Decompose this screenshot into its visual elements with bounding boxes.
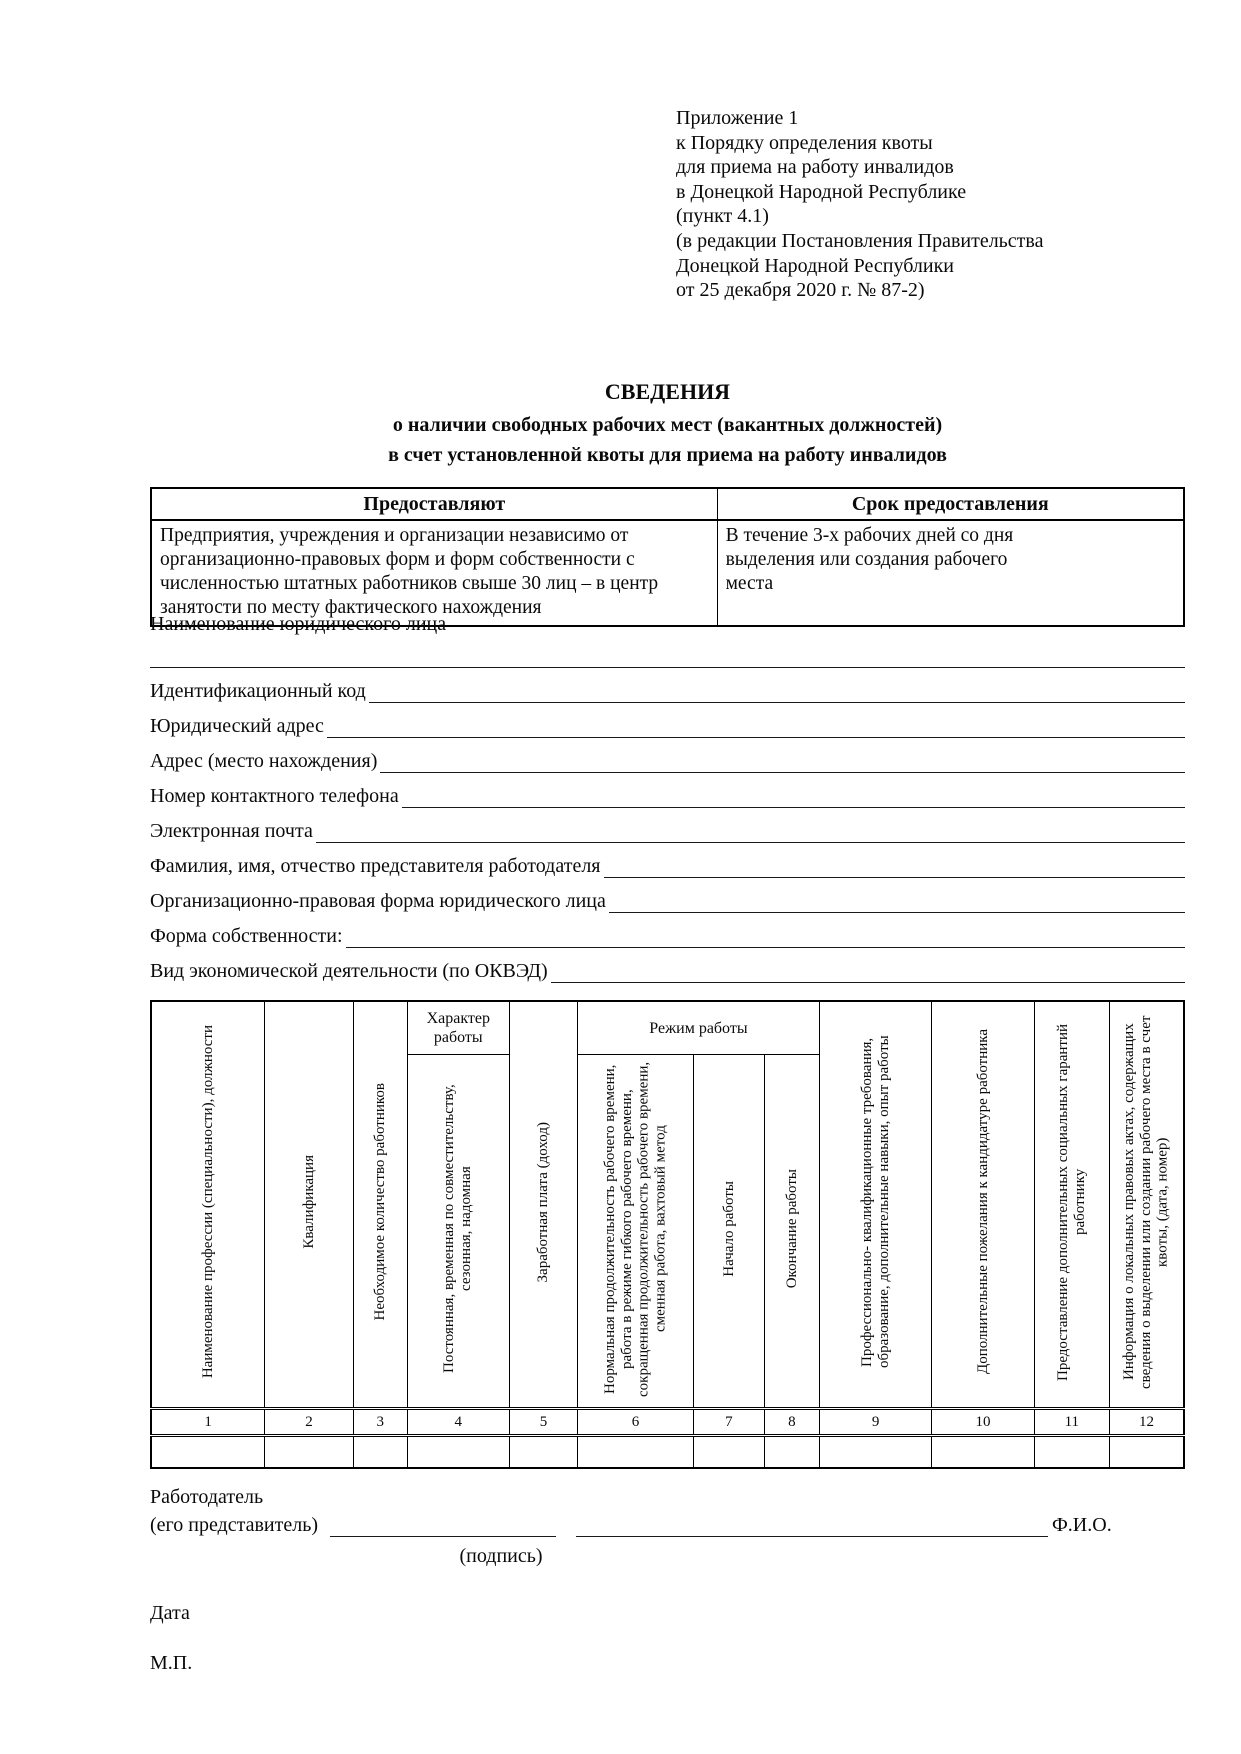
appendix-line: (пункт 4.1) xyxy=(676,205,769,228)
field-row-legal-address xyxy=(150,703,1185,738)
write-in-line xyxy=(604,842,1185,878)
write-in-line xyxy=(551,947,1185,983)
write-in-line xyxy=(327,702,1185,738)
form-fields xyxy=(150,613,1185,983)
provider-table-wrap xyxy=(150,487,1185,627)
column-number: 1 xyxy=(151,1409,265,1436)
write-in-line xyxy=(369,667,1185,703)
appendix-line: от 25 декабря 2020 г. № 87-2) xyxy=(676,279,925,302)
field-row-email xyxy=(150,808,1185,843)
field-label: Адрес (место нахождения) xyxy=(150,750,378,772)
representative-label: (его представитель) xyxy=(150,1514,318,1536)
column-number: 6 xyxy=(578,1409,694,1436)
empty-cell xyxy=(151,1436,265,1469)
appendix-line: (в редакции Постановления Правительства xyxy=(676,229,1044,252)
column-header-work-start: Начало работы xyxy=(693,1055,764,1409)
stamp-label: М.П. xyxy=(150,1652,193,1674)
empty-cell xyxy=(265,1436,354,1469)
field-row-id-code xyxy=(150,668,1185,703)
page-title: СВЕДЕНИЯ xyxy=(604,379,731,404)
document-title-block xyxy=(150,379,1185,470)
deadline-body-cell xyxy=(717,520,1184,626)
signature-line xyxy=(330,1510,556,1537)
vacancy-table xyxy=(150,1000,1185,1469)
field-label: Организационно-правовая форма юридического лица xyxy=(150,890,606,912)
field-label: Форма собственности: xyxy=(150,925,343,947)
field-label: Юридический адрес xyxy=(150,715,324,737)
column-number: 9 xyxy=(819,1409,932,1436)
column-number-row xyxy=(151,1409,1184,1436)
field-label: Номер контактного телефона xyxy=(150,785,399,807)
signature-row xyxy=(150,1511,1185,1537)
empty-cell xyxy=(1034,1436,1109,1469)
appendix-line: Приложение 1 xyxy=(676,107,799,129)
write-in-line xyxy=(380,737,1185,773)
field-label: Наименование юридического лица xyxy=(150,613,447,635)
column-number: 10 xyxy=(932,1409,1034,1436)
write-in-line xyxy=(609,877,1185,913)
group-header-work-character: Характер работы xyxy=(407,1001,509,1055)
field-label: Идентификационный код xyxy=(150,680,366,702)
field-row-legal-form xyxy=(150,878,1185,913)
field-row-ownership-form xyxy=(150,913,1185,948)
field-label: Вид экономической деятельности (по ОКВЭД) xyxy=(150,960,548,982)
page-subtitle: о наличии свободных рабочих мест (вакантных должностей) xyxy=(392,414,943,436)
deadline-header-cell: Срок предоставления xyxy=(717,488,1184,520)
empty-cell xyxy=(1110,1436,1184,1469)
fio-line xyxy=(576,1510,1048,1537)
appendix-line: для приема на работу инвалидов xyxy=(676,156,954,179)
appendix-line: Донецкой Народной Республики xyxy=(676,254,954,277)
column-header-qualification: Квалификация xyxy=(265,1001,354,1409)
empty-cell xyxy=(407,1436,509,1469)
field-row-location-address xyxy=(150,738,1185,773)
empty-data-row xyxy=(151,1436,1184,1469)
column-header-workers-count: Необходимое количество работников xyxy=(353,1001,407,1409)
vacancy-table-wrap xyxy=(150,1000,1185,1469)
page-subtitle: в счет установленной квоты для приема на работу инвалидов xyxy=(388,444,947,466)
column-number: 2 xyxy=(265,1409,354,1436)
column-number: 5 xyxy=(509,1409,577,1436)
empty-cell xyxy=(353,1436,407,1469)
group-header-work-regime: Режим работы xyxy=(578,1001,820,1055)
deadline-text: В течение 3-х рабочих дней со дня выделения или создания рабочего места xyxy=(725,525,1014,594)
field-label: Фамилия, имя, отчество представителя работодателя xyxy=(150,855,601,877)
column-header-social-guarantees: Предоставление дополнительных социальных гарантий работнику xyxy=(1034,1001,1109,1409)
column-number: 11 xyxy=(1034,1409,1109,1436)
provider-table xyxy=(150,487,1185,627)
field-row-legal-name xyxy=(150,613,1185,640)
signature-section xyxy=(150,1485,1185,1675)
fio-label: Ф.И.О. xyxy=(1052,1514,1112,1536)
employer-label: Работодатель xyxy=(150,1486,264,1508)
field-label: Электронная почта xyxy=(150,820,313,842)
field-row-phone xyxy=(150,773,1185,808)
field-row-representative-fio xyxy=(150,843,1185,878)
column-header-qualification-requirements: Профессионально- квалификационные требования, образование, дополнительные навыки, опыт работы xyxy=(819,1001,932,1409)
write-in-line xyxy=(150,639,1185,668)
column-number: 7 xyxy=(693,1409,764,1436)
provider-header-cell: Предоставляют xyxy=(151,488,717,520)
column-header-additional-wishes: Дополнительные пожелания к кандидатуре работника xyxy=(932,1001,1034,1409)
column-header-work-duration: Нормальная продолжительность рабочего времени, работа в режиме гибкого рабочего времени, сокращенная продолжительность рабочего времени, сменная работа, вахтовый метод xyxy=(578,1055,694,1409)
column-number: 4 xyxy=(407,1409,509,1436)
column-header-salary: Заработная плата (доход) xyxy=(509,1001,577,1409)
empty-cell xyxy=(578,1436,694,1469)
date-label: Дата xyxy=(150,1602,190,1624)
appendix-line: в Донецкой Народной Республике xyxy=(676,180,967,203)
write-in-line xyxy=(402,772,1185,808)
empty-cell xyxy=(819,1436,932,1469)
empty-cell xyxy=(932,1436,1034,1469)
appendix-block xyxy=(676,106,1043,303)
column-header-profession: Наименование профессии (специальности), должности xyxy=(151,1001,265,1409)
column-header-work-end: Окончание работы xyxy=(765,1055,820,1409)
signature-caption: (подпись) xyxy=(459,1545,543,1567)
column-header-legal-acts-info: Информация о локальных правовых актах, содержащих сведения о выделении или создании рабочего места в счет квоты, (дата, номер) xyxy=(1110,1001,1184,1409)
column-number: 3 xyxy=(353,1409,407,1436)
appendix-line: к Порядку определения квоты xyxy=(676,131,933,154)
column-number: 12 xyxy=(1110,1409,1184,1436)
column-header-work-character-types: Постоянная, временная по совместительству, сезонная, надомная xyxy=(407,1055,509,1409)
empty-cell xyxy=(765,1436,820,1469)
field-row-okved xyxy=(150,948,1185,983)
field-row-blank-line xyxy=(150,640,1185,668)
write-in-line xyxy=(316,807,1185,843)
write-in-line xyxy=(346,912,1185,948)
provider-body-cell: Предприятия, учреждения и организации независимо от организационно-правовых форм и форм собственности с численностью штатных работников свыше 30 лиц – в центр занятости по месту фактического нахождения xyxy=(151,520,717,626)
empty-cell xyxy=(693,1436,764,1469)
column-number: 8 xyxy=(765,1409,820,1436)
empty-cell xyxy=(509,1436,577,1469)
